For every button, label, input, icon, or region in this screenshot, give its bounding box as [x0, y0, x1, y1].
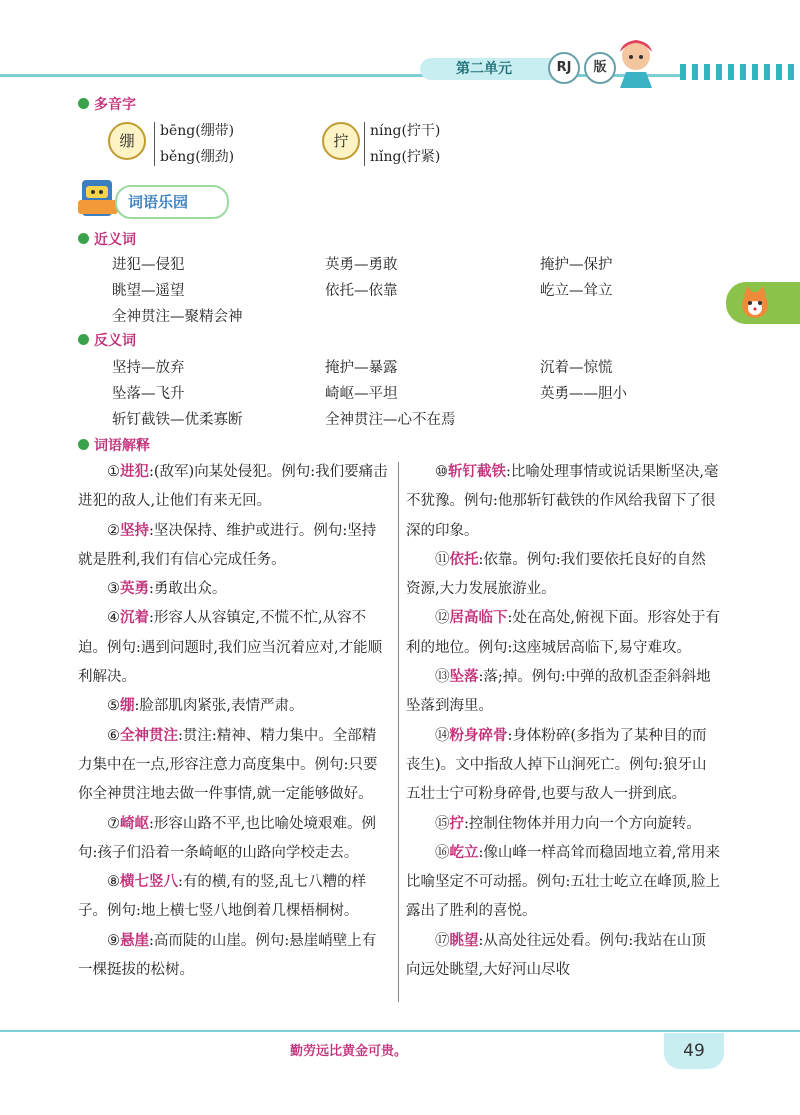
word-pair: 斩钉截铁—优柔寡断 — [112, 412, 243, 428]
explanation-entry: ⑤绷:脸部肌肉紧张,表情严肃。 — [107, 698, 304, 715]
explanation-entry: ⑥全神贯注:贯注:精神、精力集中。全部精力集中在一点,形容注意力高度集中。例句:只要你全神贯注地去做一件事情,就一定能够做好。 — [78, 727, 378, 803]
bullet-icon — [78, 233, 89, 244]
page-number: 49 — [664, 1033, 724, 1069]
section-title-synonyms: 近义词 — [94, 232, 136, 248]
unit-title: 第二单元 — [456, 61, 512, 77]
word-pair: 眺望—遥望 — [112, 283, 185, 299]
book-mascot-icon — [76, 176, 120, 220]
explanation-entry: ⑮拧:控制住物体并用力向一个方向旋转。 — [435, 815, 701, 832]
word-pair: 全神贯注—心不在焉 — [325, 412, 456, 428]
word-pair: 屹立—耸立 — [540, 283, 613, 299]
explanation-entry: ④沉着:形容人从容镇定,不慌不忙,从容不迫。例句:遇到问题时,我们应当沉着应对,才能顺利解决。 — [78, 610, 383, 686]
explanation-entry: ⑦崎岖:形容山路不平,也比喻处境艰难。例句:孩子们沿着一条崎岖的山路向学校走去。 — [78, 815, 376, 861]
polyphonic-char: 拧 — [322, 122, 360, 160]
reading-line: bēng(绷带) — [160, 123, 235, 139]
word-pair: 坠落—飞升 — [112, 386, 185, 402]
explanations-left-column — [78, 458, 390, 985]
explanation-entry: ⑬坠落:落;掉。例句:中弹的敌机歪歪斜斜地坠落到海里。 — [406, 669, 711, 715]
explanation-entry: ②坚持:坚决保持、维护或进行。例句:坚持就是胜利,我们有信心完成任务。 — [78, 522, 377, 568]
word-pair: 英勇——胆小 — [540, 386, 627, 402]
column-divider — [398, 462, 399, 1002]
word-pair: 进犯—侵犯 — [112, 257, 185, 273]
explanation-entry: ⑭粉身碎骨:身体粉碎(多指为了某种目的而丧生)。文中指敌人掉下山涧死亡。例句:狼牙山五壮士宁可粉身碎骨,也要与敌人一拼到底。 — [406, 727, 707, 803]
reading-line: níng(拧干) — [370, 123, 441, 139]
explanation-entry: ⑨悬崖:高而陡的山崖。例句:悬崖峭壁上有一棵挺拔的松树。 — [78, 932, 377, 979]
word-pair: 依托—依靠 — [325, 283, 398, 299]
section-title-polyphonic: 多音字 — [94, 97, 136, 113]
explanation-entry: ①进犯:(敌军)向某处侵犯。例句:我们要痛击进犯的敌人,让他们有来无回。 — [78, 464, 388, 510]
cat-mascot-icon — [736, 284, 774, 322]
footer-rule — [0, 1030, 800, 1032]
header-checker-pattern — [680, 64, 800, 80]
reading-line: nǐng(拧紧) — [370, 149, 441, 165]
bullet-icon — [78, 334, 89, 345]
section-title-antonyms: 反义词 — [94, 333, 136, 349]
explanation-entry: ③英勇:勇敢出众。 — [107, 581, 227, 598]
explanation-entry: ⑪依托:依靠。例句:我们要依托良好的自然资源,大力发展旅游业。 — [406, 551, 706, 598]
bullet-icon — [78, 439, 89, 450]
word-pair: 英勇—勇敢 — [325, 257, 398, 273]
rj-badge: RJ — [548, 52, 580, 84]
bullet-icon — [78, 98, 89, 109]
explanations-right-column — [406, 458, 720, 985]
mascot-girl-icon — [606, 34, 666, 90]
word-pair: 全神贯注—聚精会神 — [112, 309, 243, 325]
word-pair: 掩护—保护 — [540, 257, 613, 273]
word-pair: 掩护—暴露 — [325, 360, 398, 376]
explanation-entry: ⑯屹立:像山峰一样高耸而稳固地立着,常用来比喻坚定不可动摇。例句:五壮士屹立在峰顶,脸上露出了胜利的喜悦。 — [406, 844, 720, 920]
polyphonic-char: 绷 — [108, 122, 146, 160]
word-pair: 沉着—惊慌 — [540, 360, 613, 376]
reading-line: běng(绷劲) — [160, 149, 235, 165]
word-pair: 坚持—放弃 — [112, 360, 185, 376]
footer-motto: 勤劳远比黄金可贵。 — [290, 1044, 408, 1059]
word-pair: 崎岖—平坦 — [325, 386, 398, 402]
explanation-entry: ⑰眺望:从高处往远处看。例句:我站在山顶向远处眺望,大好河山尽收 — [406, 932, 706, 979]
explanation-entry: ⑧横七竖八:有的横,有的竖,乱七八糟的样子。例句:地上横七竖八地倒着几棵梧桐树。 — [78, 874, 367, 920]
ban-badge: 版 — [584, 52, 616, 84]
explanation-entry: ⑩斩钉截铁:比喻处理事情或说话果断坚决,毫不犹豫。例句:他那斩钉截铁的作风给我留下了很深的印象。 — [406, 464, 719, 539]
section-title-explanations: 词语解释 — [94, 438, 150, 454]
banner-title: 词语乐园 — [128, 193, 189, 211]
explanation-entry: ⑫居高临下:处在高处,俯视下面。形容处于有利的地位。例句:这座城居高临下,易守难攻。 — [406, 610, 720, 656]
